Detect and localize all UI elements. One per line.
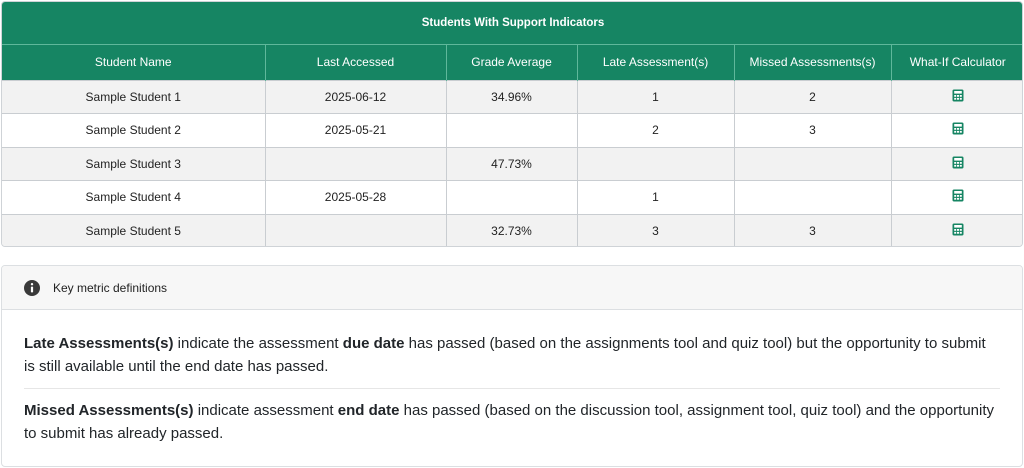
missed-assessments-cell bbox=[734, 181, 891, 215]
missed-assessments-definition bbox=[24, 399, 1000, 445]
missed-definition-text-2: has passed (based on the discussion tool, assignment tool, quiz tool) and the opportunity to submit has already passed. bbox=[24, 402, 995, 442]
last-accessed-cell: 2025-05-21 bbox=[265, 114, 446, 148]
calculator-icon[interactable] bbox=[952, 189, 964, 205]
what-if-calculator-cell bbox=[891, 114, 1023, 148]
late-assessments-cell: 3 bbox=[577, 214, 734, 247]
late-definition-text-2: has passed (based on the assignments tool and quiz tool) but the opportunity to submit is still available until the end date has passed. bbox=[24, 335, 986, 375]
calculator-icon[interactable] bbox=[952, 122, 964, 138]
column-header-last-accessed: Last Accessed bbox=[265, 44, 446, 80]
late-assessments-definition bbox=[24, 332, 1000, 389]
late-assessments-cell: 2 bbox=[577, 114, 734, 148]
missed-assessments-cell: 3 bbox=[734, 114, 891, 148]
definitions-header-label: Key metric definitions bbox=[53, 280, 168, 295]
late-assessments-cell: 1 bbox=[577, 181, 734, 215]
table-row bbox=[2, 147, 1023, 181]
student-name-cell: Sample Student 5 bbox=[2, 214, 265, 247]
table-row bbox=[2, 214, 1023, 247]
missed-assessments-term: Missed Assessments(s) bbox=[24, 402, 194, 419]
grade-average-cell: 47.73% bbox=[446, 147, 577, 181]
table-row bbox=[2, 114, 1023, 148]
missed-assessments-cell: 2 bbox=[734, 80, 891, 114]
grade-average-cell bbox=[446, 181, 577, 215]
student-name-cell: Sample Student 3 bbox=[2, 147, 265, 181]
last-accessed-cell bbox=[265, 214, 446, 247]
missed-assessments-cell: 3 bbox=[734, 214, 891, 247]
calculator-icon[interactable] bbox=[952, 156, 964, 172]
late-assessments-cell: 1 bbox=[577, 80, 734, 114]
calculator-icon[interactable] bbox=[952, 89, 964, 105]
column-header-grade-average: Grade Average bbox=[446, 44, 577, 80]
student-name-cell: Sample Student 4 bbox=[2, 181, 265, 215]
last-accessed-cell: 2025-06-12 bbox=[265, 80, 446, 114]
missed-assessments-cell bbox=[734, 147, 891, 181]
info-circle-icon bbox=[23, 279, 41, 297]
column-header-student-name: Student Name bbox=[2, 44, 265, 80]
late-assessments-term: Late Assessments(s) bbox=[24, 335, 174, 352]
definitions-card-header[interactable] bbox=[2, 266, 1022, 310]
student-name-cell: Sample Student 2 bbox=[2, 114, 265, 148]
what-if-calculator-cell bbox=[891, 181, 1023, 215]
table-row bbox=[2, 80, 1023, 114]
student-name-cell: Sample Student 1 bbox=[2, 80, 265, 114]
calculator-icon[interactable] bbox=[952, 223, 964, 239]
what-if-calculator-cell bbox=[891, 214, 1023, 247]
key-metric-definitions-card bbox=[1, 265, 1023, 467]
what-if-calculator-cell bbox=[891, 147, 1023, 181]
definitions-body bbox=[2, 310, 1022, 445]
missed-definition-text-1: indicate assessment bbox=[193, 402, 338, 419]
late-definition-text-1: indicate the assessment bbox=[173, 335, 343, 352]
what-if-calculator-cell bbox=[891, 80, 1023, 114]
grade-average-cell: 34.96% bbox=[446, 80, 577, 114]
last-accessed-cell bbox=[265, 147, 446, 181]
table-row bbox=[2, 181, 1023, 215]
column-header-late-assessments: Late Assessment(s) bbox=[577, 44, 734, 80]
grade-average-cell bbox=[446, 114, 577, 148]
column-header-what-if-calculator: What-If Calculator bbox=[891, 44, 1023, 80]
due-date-emphasis: due date bbox=[342, 335, 405, 352]
table-title: Students With Support Indicators bbox=[2, 2, 1023, 44]
support-indicators-table bbox=[2, 2, 1023, 247]
last-accessed-cell: 2025-05-28 bbox=[265, 181, 446, 215]
end-date-emphasis: end date bbox=[337, 402, 400, 419]
column-header-missed-assessments: Missed Assessments(s) bbox=[734, 44, 891, 80]
late-assessments-cell bbox=[577, 147, 734, 181]
grade-average-cell: 32.73% bbox=[446, 214, 577, 247]
support-indicators-table-container bbox=[1, 1, 1023, 247]
